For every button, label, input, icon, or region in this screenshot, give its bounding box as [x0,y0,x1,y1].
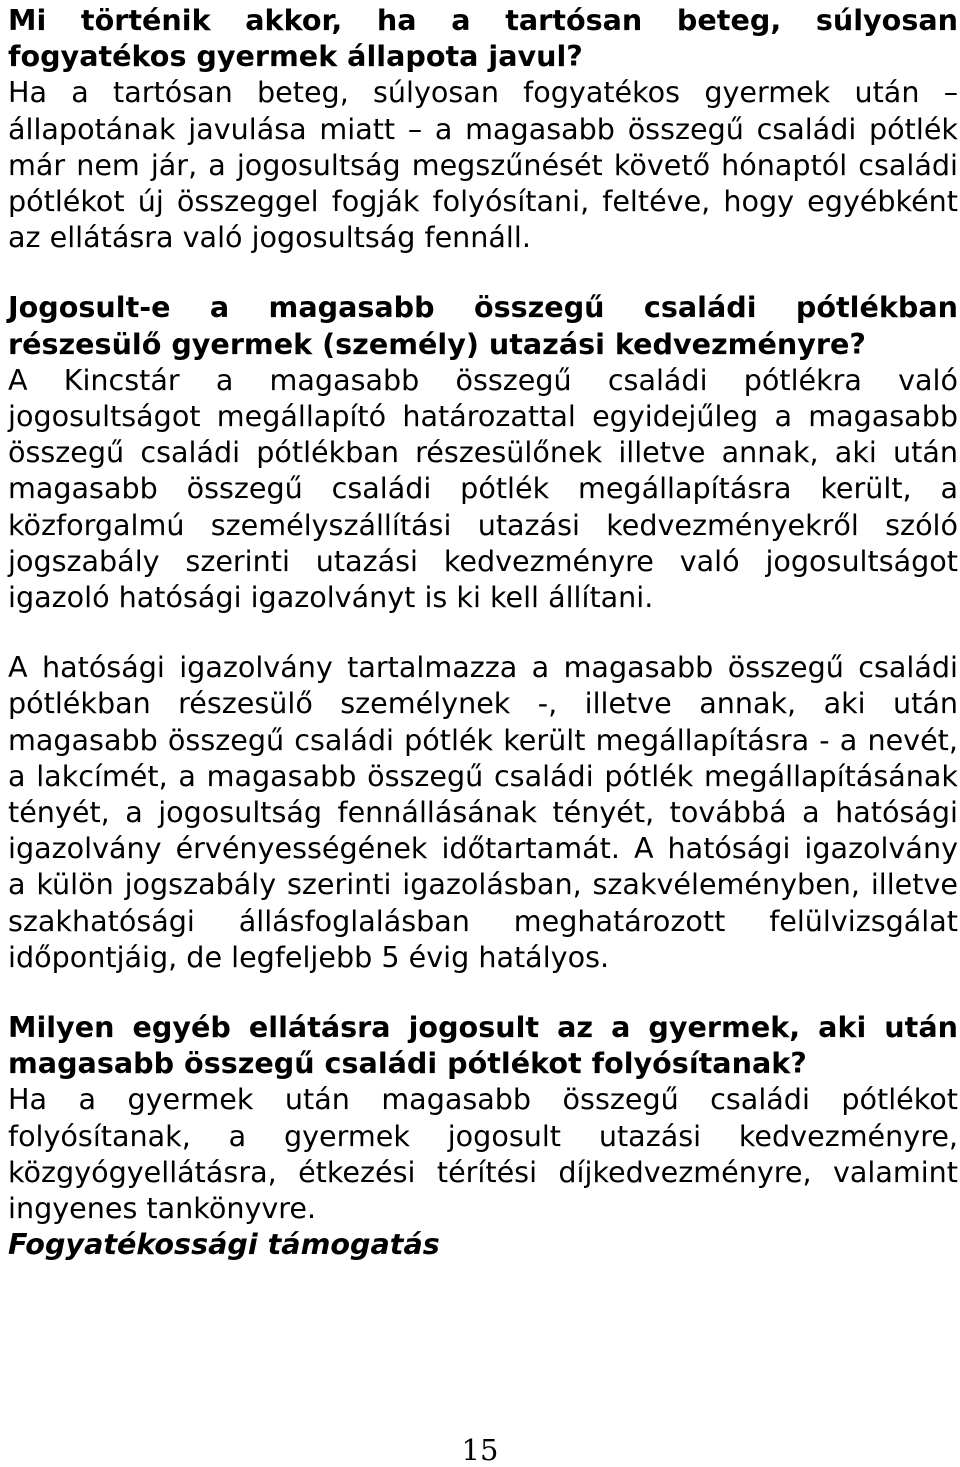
paragraph-improvement: Ha a tartósan beteg, súlyosan fogyatékos gyermek után – állapotának javulása miatt – a magasabb összegű családi pótlék már nem jár, a jogosultság megszűnését követő hónaptól családi pótlékot új összeggel fogják folyósítani, feltéve, hogy egyébként az ellátásra való jogosultság fennáll. [8,75,958,255]
paragraph-certificate-contents: A hatósági igazolvány tartalmazza a magasabb összegű családi pótlékban részesülő személynek -, illetve annak, aki után magasabb összegű családi pótlék került megállapításra - a nevét, a lakcímét, a magasabb összegű családi pótlék megállapításának tényét, a jogosultság fennállásának tényét, továbbá a hatósági igazolvány érvényességének időtartamát. A hatósági igazolvány a külön jogszabály szerinti igazolásban, szakvéleményben, illetve szakhatósági állásfoglalásban meghatározott felülvizsgálat időpontjáig, de legfeljebb 5 évig hatályos. [8,650,958,974]
document-page [8,2,958,1263]
paragraph-other-benefits: Ha a gyermek után magasabb összegű családi pótlékot folyósítanak, a gyermek jogosult utazási kedvezményre, közgyógyellátásra, étkezési térítési díjkedvezményre, valamint ingyenes tankönyvre. [8,1082,958,1226]
page-number: 15 [461,1433,499,1467]
section-heading-travel-discount: Jogosult-e a magasabb összegű családi pótlékban részesülő gyermek (személy) utazási kedvezményre? [8,290,958,361]
final-heading-disability-support: Fogyatékossági támogatás [8,1227,440,1262]
section-heading-improvement: Mi történik akkor, ha a tartósan beteg, súlyosan fogyatékos gyermek állapota javul? [8,3,958,74]
paragraph-travel-discount: A Kincstár a magasabb összegű családi pótlékra való jogosultságot megállapító határozattal egyidejűleg a magasabb összegű családi pótlékban részesülőnek illetve annak, aki után magasabb összegű családi pótlék megállapításra került, a közforgalmú személyszállítási utazási kedvezményekről szóló jogszabály szerinti utazási kedvezményre való jogosultságot igazoló hatósági igazolványt is ki kell állítani. [8,362,958,615]
section-heading-other-benefits: Milyen egyéb ellátásra jogosult az a gyermek, aki után magasabb összegű családi pótlékot folyósítanak? [8,1010,958,1081]
